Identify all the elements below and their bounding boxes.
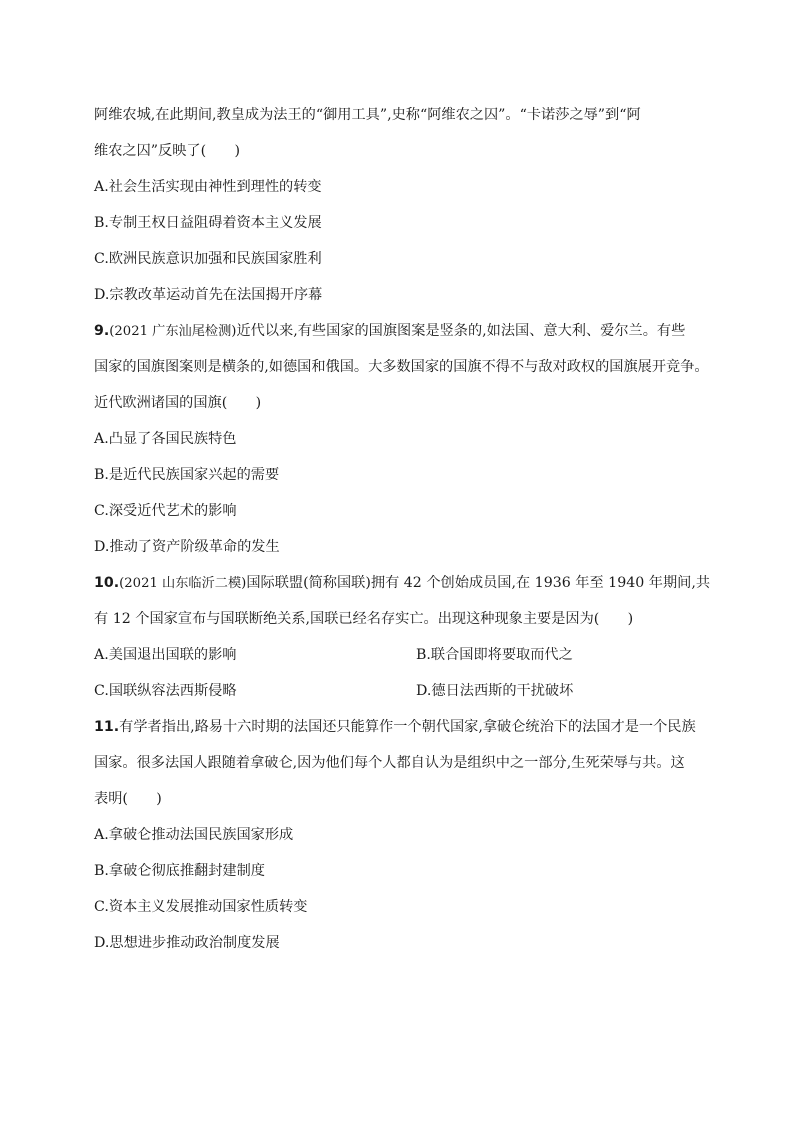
q11-option-b: B.拿破仑彻底推翻封建制度 [94,863,265,879]
q11-stem-line-1 [94,718,696,736]
q8-stem-line-2: 维农之囚”反映了( ) [94,143,241,159]
q8-option-b: B.专制王权日益阻碍着资本主义发展 [94,215,322,231]
q8-option-c: C.欧洲民族意识加强和民族国家胜利 [94,251,322,267]
q10-number: 10. [94,575,120,591]
q10-stem-text: 国际联盟(简称国联)拥有 42 个创始成员国,在 1936 年至 1940 年期间,共 [246,575,711,591]
q10-options-row-1 [94,646,573,664]
q10-option-b: B.联合国即将要取而代之 [416,647,573,663]
q9-stem-text: 近代以来,有些国家的国旗图案是竖条的,如法国、意大利、爱尔兰。有些 [236,323,686,339]
q9-option-b: B.是近代民族国家兴起的需要 [94,467,280,483]
q10-stem-line-1 [94,574,710,593]
q9-stem-line-1 [94,322,685,341]
q9-number: 9. [94,323,110,339]
q11-number: 11. [94,719,120,735]
q9-source: (2021 广东汕尾检测) [109,324,237,339]
q9-stem-line-2: 国家的国旗图案则是横条的,如德国和俄国。大多数国家的国旗不得不与敌对政权的国旗展开竞争。 [94,359,709,375]
q9-option-c: C.深受近代艺术的影响 [94,503,237,519]
q8-option-a: A.社会生活实现由神性到理性的转变 [94,179,322,195]
q8-stem-line-1: 阿维农城,在此期间,教皇成为法王的“御用工具”,史称“阿维农之囚”。“卡诺莎之辱”到“阿 [94,107,641,123]
q9-stem-line-3: 近代欧洲诸国的国旗( ) [94,395,262,411]
q9-option-d: D.推动了资产阶级革命的发生 [94,539,280,555]
q10-stem-line-2: 有 12 个国家宣布与国联断绝关系,国联已经名存实亡。出现这种现象主要是因为( ) [94,611,634,627]
q9-option-a: A.凸显了各国民族特色 [94,431,237,447]
q10-option-a: A.美国退出国联的影响 [94,647,237,663]
q10-source: (2021 山东临沂二模) [119,576,247,591]
q11-stem-text: 有学者指出,路易十六时期的法国还只能算作一个朝代国家,拿破仑统治下的法国才是一个民族 [119,719,696,735]
q11-stem-line-3: 表明( ) [94,791,162,807]
q11-option-c: C.资本主义发展推动国家性质转变 [94,899,308,915]
q8-option-d: D.宗教改革运动首先在法国揭开序幕 [94,287,323,303]
q11-stem-line-2: 国家。很多法国人跟随着拿破仑,因为他们每个人都自认为是组织中之一部分,生死荣辱与共。这 [94,755,685,771]
q11-option-a: A.拿破仑推动法国民族国家形成 [94,827,294,843]
q10-option-c: C.国联纵容法西斯侵略 [94,683,237,699]
q10-options-row-2 [94,682,574,700]
q10-option-d: D.德日法西斯的干扰破坏 [416,683,574,699]
q11-option-d: D.思想进步推动政治制度发展 [94,935,280,951]
